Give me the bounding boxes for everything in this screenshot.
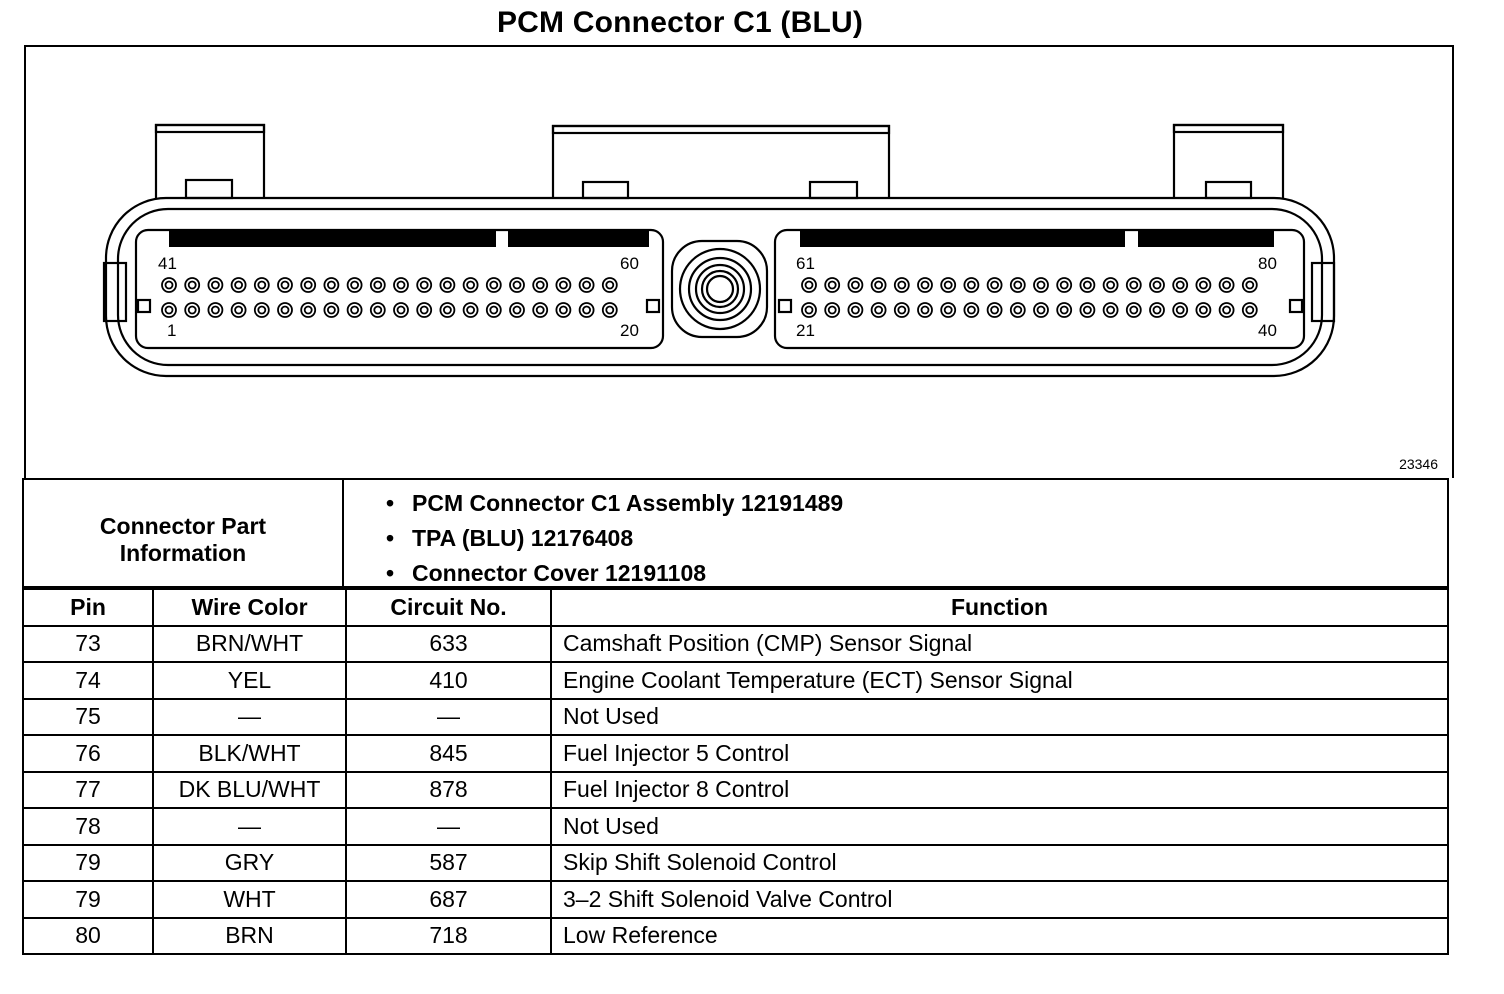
pin-terminal xyxy=(185,278,199,292)
pin-terminal xyxy=(348,278,362,292)
pin-terminal xyxy=(166,307,173,314)
function-cell: Not Used xyxy=(551,699,1448,736)
pin-terminal xyxy=(305,282,312,289)
pin-terminal xyxy=(348,303,362,317)
pin-terminal xyxy=(510,303,524,317)
pin-terminal xyxy=(1014,282,1021,289)
pin-terminal xyxy=(162,278,176,292)
wire-color-cell: WHT xyxy=(153,881,346,918)
pin-terminal xyxy=(371,278,385,292)
pin-terminal xyxy=(1200,307,1207,314)
pin-terminal xyxy=(398,282,405,289)
table-row xyxy=(23,662,1448,699)
pin-terminal xyxy=(895,278,909,292)
pin-terminal xyxy=(208,303,222,317)
pin-terminal xyxy=(421,282,428,289)
pin-terminal xyxy=(918,278,932,292)
pin-terminal xyxy=(490,282,497,289)
pin-label-61: 61 xyxy=(796,254,815,273)
pin-terminal xyxy=(941,278,955,292)
pin-terminal xyxy=(374,307,381,314)
pin-label-40: 40 xyxy=(1258,321,1277,340)
pin-terminal xyxy=(872,278,886,292)
pin-terminal xyxy=(533,278,547,292)
wire-color-cell: BLK/WHT xyxy=(153,735,346,772)
pin-cell: 75 xyxy=(23,699,153,736)
pin-terminal xyxy=(941,303,955,317)
wire-color-cell: — xyxy=(153,699,346,736)
table-row xyxy=(23,626,1448,663)
pin-terminal xyxy=(514,307,521,314)
pin-terminal xyxy=(1084,307,1091,314)
pin-terminal xyxy=(1011,278,1025,292)
pin-label-1: 1 xyxy=(167,321,177,340)
pin-cell: 78 xyxy=(23,808,153,845)
pin-terminal xyxy=(945,282,952,289)
pin-terminal xyxy=(351,307,358,314)
pin-terminal xyxy=(583,282,590,289)
circuit-no-cell: 587 xyxy=(346,845,551,882)
pin-terminal xyxy=(1057,303,1071,317)
pin-terminal xyxy=(1154,282,1161,289)
pin-terminal xyxy=(829,307,836,314)
pin-cell: 77 xyxy=(23,772,153,809)
pin-terminal xyxy=(875,307,882,314)
circuit-no-cell: 718 xyxy=(346,918,551,955)
pin-terminal xyxy=(282,282,289,289)
pin-terminal xyxy=(875,282,882,289)
pin-terminal xyxy=(968,282,975,289)
connector-part-info xyxy=(22,478,1449,588)
pin-terminal xyxy=(580,303,594,317)
pin-terminal xyxy=(988,278,1002,292)
pin-terminal xyxy=(1107,282,1114,289)
wire-color-cell: BRN xyxy=(153,918,346,955)
pin-terminal xyxy=(1034,278,1048,292)
table-row xyxy=(23,699,1448,736)
pin-terminal xyxy=(185,303,199,317)
pin-terminal xyxy=(1127,278,1141,292)
pin-terminal xyxy=(464,303,478,317)
part-info-list xyxy=(364,486,843,591)
part-info-item: • Connector Cover 12191108 xyxy=(364,556,843,591)
pin-terminal xyxy=(1057,278,1071,292)
pin-terminal xyxy=(1104,278,1118,292)
pin-terminal xyxy=(328,282,335,289)
pin-terminal xyxy=(1107,307,1114,314)
function-cell: 3–2 Shift Solenoid Valve Control xyxy=(551,881,1448,918)
pin-terminal xyxy=(487,278,501,292)
wire-color-cell: BRN/WHT xyxy=(153,626,346,663)
function-cell: Not Used xyxy=(551,808,1448,845)
pin-terminal xyxy=(1130,282,1137,289)
pin-terminal xyxy=(305,307,312,314)
pin-terminal xyxy=(510,278,524,292)
pin-terminal xyxy=(556,278,570,292)
wire-color-cell: DK BLU/WHT xyxy=(153,772,346,809)
part-info-label-line1: Connector Part xyxy=(99,513,267,539)
table-header-row xyxy=(23,589,1448,626)
pin-terminal xyxy=(440,278,454,292)
pin-terminal xyxy=(1246,282,1253,289)
pin-terminal xyxy=(606,282,613,289)
header-circuit-no: Circuit No. xyxy=(346,589,551,626)
pin-terminal xyxy=(232,303,246,317)
pin-terminal xyxy=(301,303,315,317)
pin-terminal xyxy=(1061,307,1068,314)
pin-terminal xyxy=(189,307,196,314)
page-title: PCM Connector C1 (BLU) xyxy=(496,6,864,39)
pin-terminal xyxy=(1196,303,1210,317)
pin-terminal xyxy=(421,307,428,314)
pin-terminal xyxy=(533,303,547,317)
pin-terminal xyxy=(324,278,338,292)
pin-terminal xyxy=(1177,307,1184,314)
pin-terminal xyxy=(351,282,358,289)
part-info-label-line2: Information xyxy=(119,540,247,566)
pin-terminal xyxy=(872,303,886,317)
circuit-no-cell: 687 xyxy=(346,881,551,918)
bullet-icon: • xyxy=(386,490,395,516)
pin-terminal xyxy=(580,278,594,292)
pin-terminal xyxy=(964,278,978,292)
pin-terminal xyxy=(898,307,905,314)
pin-terminal xyxy=(417,278,431,292)
pin-terminal xyxy=(945,307,952,314)
pin-terminal xyxy=(394,303,408,317)
part-info-item: • PCM Connector C1 Assembly 12191489 xyxy=(364,486,843,521)
pin-cell: 76 xyxy=(23,735,153,772)
function-cell: Fuel Injector 8 Control xyxy=(551,772,1448,809)
pin-terminal xyxy=(991,282,998,289)
pin-terminal xyxy=(1038,282,1045,289)
pin-terminal xyxy=(802,303,816,317)
pin-terminal xyxy=(802,278,816,292)
pin-terminal xyxy=(1173,278,1187,292)
pin-terminal xyxy=(806,282,813,289)
pin-terminal xyxy=(1223,282,1230,289)
circuit-no-cell: 878 xyxy=(346,772,551,809)
pin-terminal xyxy=(1080,303,1094,317)
pin-terminal xyxy=(1223,307,1230,314)
pin-terminal xyxy=(1243,303,1257,317)
wire-color-cell: — xyxy=(153,808,346,845)
pin-terminal xyxy=(1034,303,1048,317)
pin-terminal xyxy=(918,303,932,317)
table-row xyxy=(23,845,1448,882)
pin-terminal xyxy=(278,303,292,317)
pin-terminal xyxy=(166,282,173,289)
part-info-label xyxy=(24,480,344,586)
pin-terminal xyxy=(212,307,219,314)
pin-terminal xyxy=(560,307,567,314)
function-cell: Camshaft Position (CMP) Sensor Signal xyxy=(551,626,1448,663)
pin-terminal xyxy=(537,307,544,314)
pin-terminal xyxy=(255,303,269,317)
pin-terminal xyxy=(258,282,265,289)
pin-terminal xyxy=(162,303,176,317)
pin-terminal xyxy=(991,307,998,314)
pin-terminal xyxy=(583,307,590,314)
pin-terminal xyxy=(208,278,222,292)
table-row xyxy=(23,918,1448,955)
pin-terminal xyxy=(898,282,905,289)
pin-terminal xyxy=(603,303,617,317)
pin-terminal xyxy=(464,278,478,292)
pin-terminal xyxy=(1177,282,1184,289)
pin-terminal xyxy=(1011,303,1025,317)
pin-terminal xyxy=(1014,307,1021,314)
pin-terminal xyxy=(1080,278,1094,292)
pin-terminal xyxy=(1127,303,1141,317)
pin-terminal xyxy=(1220,303,1234,317)
pin-terminal xyxy=(852,307,859,314)
circuit-no-cell: — xyxy=(346,699,551,736)
pin-terminal xyxy=(537,282,544,289)
function-cell: Low Reference xyxy=(551,918,1448,955)
circuit-no-cell: 410 xyxy=(346,662,551,699)
pin-terminal xyxy=(235,282,242,289)
pin-terminal xyxy=(806,307,813,314)
pin-terminal xyxy=(487,303,501,317)
table-row xyxy=(23,881,1448,918)
bullet-icon: • xyxy=(386,560,395,586)
pin-terminal xyxy=(1200,282,1207,289)
pin-terminal xyxy=(1220,278,1234,292)
pin-terminal xyxy=(825,278,839,292)
pinout-table xyxy=(22,588,1449,955)
pin-terminal xyxy=(1130,307,1137,314)
pin-terminal xyxy=(255,278,269,292)
pin-terminal xyxy=(895,303,909,317)
part-info-item: • TPA (BLU) 12176408 xyxy=(364,521,843,556)
pin-terminal xyxy=(988,303,1002,317)
pin-terminal xyxy=(1084,282,1091,289)
pin-label-80: 80 xyxy=(1258,254,1277,273)
circuit-no-cell: 633 xyxy=(346,626,551,663)
pin-cell: 73 xyxy=(23,626,153,663)
pin-terminal xyxy=(1196,278,1210,292)
pin-terminal xyxy=(278,278,292,292)
function-cell: Engine Coolant Temperature (ECT) Sensor Signal xyxy=(551,662,1448,699)
function-cell: Skip Shift Solenoid Control xyxy=(551,845,1448,882)
pin-terminal xyxy=(1038,307,1045,314)
pin-cell: 79 xyxy=(23,881,153,918)
pin-cell: 80 xyxy=(23,918,153,955)
pin-terminal xyxy=(467,307,474,314)
pin-terminal xyxy=(1243,278,1257,292)
pin-terminal xyxy=(324,303,338,317)
pin-terminal xyxy=(328,307,335,314)
pin-terminal xyxy=(848,303,862,317)
pin-terminal xyxy=(1173,303,1187,317)
pin-terminal xyxy=(444,307,451,314)
pin-terminal xyxy=(606,307,613,314)
pin-label-20: 20 xyxy=(620,321,639,340)
pin-terminal xyxy=(603,278,617,292)
pin-terminal xyxy=(1061,282,1068,289)
table-row xyxy=(23,772,1448,809)
pin-terminal xyxy=(374,282,381,289)
header-pin: Pin xyxy=(23,589,153,626)
pin-terminal xyxy=(444,282,451,289)
circuit-no-cell: 845 xyxy=(346,735,551,772)
pin-terminal xyxy=(560,282,567,289)
pin-label-60: 60 xyxy=(620,254,639,273)
figure-number: 23346 xyxy=(1399,456,1438,472)
pin-terminal xyxy=(964,303,978,317)
pin-terminal xyxy=(212,282,219,289)
pin-terminal xyxy=(417,303,431,317)
pin-label-41: 41 xyxy=(158,254,177,273)
pin-terminal xyxy=(968,307,975,314)
connector-drawing xyxy=(24,45,1450,476)
header-function: Function xyxy=(551,589,1448,626)
pin-terminal xyxy=(852,282,859,289)
pin-terminal xyxy=(556,303,570,317)
pin-terminal xyxy=(394,278,408,292)
circuit-no-cell: — xyxy=(346,808,551,845)
pin-terminal xyxy=(1150,278,1164,292)
pin-terminal xyxy=(371,303,385,317)
pin-terminal xyxy=(1150,303,1164,317)
wire-color-cell: GRY xyxy=(153,845,346,882)
pin-cell: 74 xyxy=(23,662,153,699)
pin-cell: 79 xyxy=(23,845,153,882)
table-row xyxy=(23,735,1448,772)
function-cell: Fuel Injector 5 Control xyxy=(551,735,1448,772)
table-row xyxy=(23,808,1448,845)
pin-terminal xyxy=(467,282,474,289)
pin-terminal xyxy=(514,282,521,289)
pin-terminal xyxy=(829,282,836,289)
header-wire-color: Wire Color xyxy=(153,589,346,626)
pin-terminal xyxy=(922,282,929,289)
bullet-icon: • xyxy=(386,525,395,551)
pin-terminal xyxy=(232,278,246,292)
pin-terminal xyxy=(848,278,862,292)
pin-terminal xyxy=(1104,303,1118,317)
pin-terminal xyxy=(258,307,265,314)
pin-terminal xyxy=(301,278,315,292)
pin-terminal xyxy=(825,303,839,317)
pin-terminal xyxy=(398,307,405,314)
pin-terminal xyxy=(235,307,242,314)
pin-terminal xyxy=(189,282,196,289)
pin-terminal xyxy=(282,307,289,314)
pin-terminal xyxy=(1154,307,1161,314)
pin-terminal xyxy=(440,303,454,317)
pin-label-21: 21 xyxy=(796,321,815,340)
pin-terminal xyxy=(1246,307,1253,314)
wire-color-cell: YEL xyxy=(153,662,346,699)
pin-terminal xyxy=(490,307,497,314)
pin-terminal xyxy=(922,307,929,314)
